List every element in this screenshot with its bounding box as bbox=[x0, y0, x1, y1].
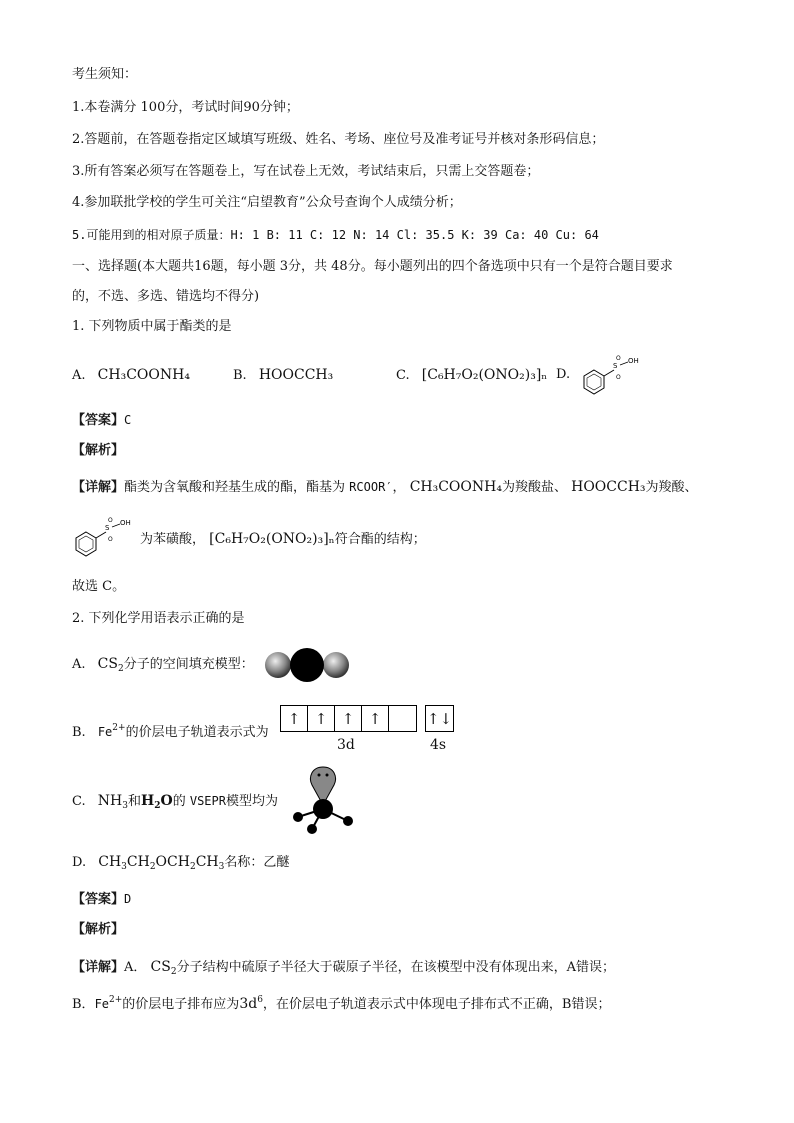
q1-detail-formula-c: [C₆H₇O₂(ONO₂)₃]ₙ bbox=[209, 531, 335, 547]
svg-text:S: S bbox=[613, 362, 618, 370]
q2-d-label: D. bbox=[72, 855, 87, 870]
q1-option-c bbox=[396, 366, 547, 385]
q1-b-label: B. bbox=[233, 368, 247, 383]
q1-c-formula: [C₆H₇O₂(ONO₂)₃]ₙ bbox=[421, 367, 548, 383]
svg-text:S: S bbox=[105, 524, 110, 532]
benzenesulfonic-acid-structure-detail bbox=[72, 514, 138, 558]
q1-detail-formula-a: CH₃COONH₄ bbox=[409, 479, 502, 495]
q1-ester-group: RCOOR′ bbox=[349, 480, 393, 494]
vsepr-tetrahedral-model bbox=[290, 763, 360, 837]
svg-text:O: O bbox=[108, 536, 113, 543]
q1-stem: 1. 下列物质中属于酯类的是 bbox=[72, 319, 232, 334]
orbital-3d-boxes: ↑ ↑ ↑ ↑ bbox=[280, 705, 417, 732]
svg-text:O: O bbox=[616, 374, 621, 381]
svg-text:OH: OH bbox=[120, 519, 131, 527]
notice-item-3: 3.所有答案必须写在答题卷上，写在试卷上无效，考试结束后，只需上交答题卷； bbox=[72, 164, 540, 179]
q1-option-d bbox=[556, 366, 570, 384]
q1-answer-tag: 【答案】 bbox=[72, 413, 125, 428]
q1-conclusion: 故选 C。 bbox=[72, 579, 126, 594]
q1-detail-line1: 【详解】酯类为含氧酸和羟基生成的酯，酯基为 RCOOR′， CH₃COONH₄为羧酸盐、 HOOCCH₃为羧酸、 bbox=[72, 479, 698, 495]
orbital-4s-box: ↑↓ bbox=[425, 705, 454, 732]
q2-analysis-tag: 【解析】 bbox=[72, 922, 125, 937]
q2-c-label: C. bbox=[72, 794, 86, 809]
q1-b-formula: HOOCCH₃ bbox=[258, 367, 334, 383]
q2-answer-tag: 【答案】 bbox=[72, 892, 125, 907]
q1-option-b bbox=[233, 366, 333, 385]
svg-text:OH: OH bbox=[628, 357, 639, 365]
q2-option-a: A. $CS_2$分子的空间填充模型： bbox=[72, 656, 254, 674]
q1-analysis-tag: 【解析】 bbox=[72, 443, 125, 458]
section-heading-line2: 的，不选、多选、错选均不得分) bbox=[72, 289, 260, 304]
section-heading-line1: 一、选择题(本大题共16题，每小题 3分，共 48分。每小题列出的四个备选项中只有一个是符合题目要求 bbox=[72, 259, 673, 274]
q1-c-label: C. bbox=[396, 368, 410, 383]
q1-detail-tag: 【详解】 bbox=[72, 480, 125, 495]
q2-detail-a: 【详解】A． $CS_2$分子结构中硫原子半径大于碳原子半径，在该模型中没有体现出来，A错误； bbox=[72, 959, 615, 977]
svg-text:O: O bbox=[616, 355, 621, 362]
notice-item-4: 4.参加联批学校的学生可关注“启望教育”公众号查询个人成绩分析； bbox=[72, 195, 462, 210]
notice-item-1: 1.本卷满分 100分，考试时间90分钟； bbox=[72, 100, 299, 115]
q1-answer bbox=[72, 411, 131, 430]
q2-stem: 2. 下列化学用语表示正确的是 bbox=[72, 611, 245, 626]
orbital-4s-label: 4s bbox=[430, 737, 447, 753]
q2-option-c: C. $NH_3$和$H_2O$的 VSEPR模型均为 bbox=[72, 793, 278, 811]
q2-b-label: B. bbox=[72, 725, 86, 740]
q2-answer-value: D bbox=[124, 892, 132, 906]
q1-answer-value: C bbox=[124, 413, 132, 427]
q1-a-formula: CH₃COONH₄ bbox=[97, 367, 190, 383]
svg-text:O: O bbox=[108, 517, 113, 524]
q2-answer bbox=[72, 890, 131, 909]
q1-detail-formula-b: HOOCCH₃ bbox=[571, 479, 646, 495]
q1-option-a bbox=[72, 366, 190, 385]
q2-a-label: A. bbox=[72, 657, 86, 672]
q2-detail-b: B．$Fe^{2+}$的价层电子排布应为$3d^6$，在价层电子轨道表示式中体现电子排布式不正确，B错误； bbox=[72, 995, 611, 1012]
q2-option-d: D. $CH_3CH_2OCH_2CH_3$名称：乙醚 bbox=[72, 854, 290, 872]
orbital-3d-label: 3d bbox=[337, 737, 355, 753]
q2-detail-tag: 【详解】 bbox=[72, 960, 125, 975]
benzenesulfonic-acid-structure-d bbox=[580, 352, 650, 396]
notice-title: 考生须知： bbox=[72, 67, 138, 82]
q1-detail-line2: 为苯磺酸， [C₆H₇O₂(ONO₂)₃]ₙ符合酯的结构； bbox=[140, 531, 426, 547]
q2-option-b: B. $Fe^{2+}$的价层电子轨道表示式为 bbox=[72, 723, 269, 740]
notice-item-2: 2.答题前，在答题卷指定区域填写班级、姓名、考场、座位号及准考证号并核对条形码信息； bbox=[72, 132, 605, 147]
notice-item-5: 5.可能用到的相对原子质量：H: 1 B: 11 C: 12 N: 14 Cl: 35.5 K: 39 Ca: 40 Cu: 64 bbox=[72, 228, 599, 242]
q1-d-label: D. bbox=[556, 367, 571, 382]
q1-a-label: A. bbox=[72, 368, 86, 383]
cs2-space-filling-model bbox=[264, 648, 352, 682]
